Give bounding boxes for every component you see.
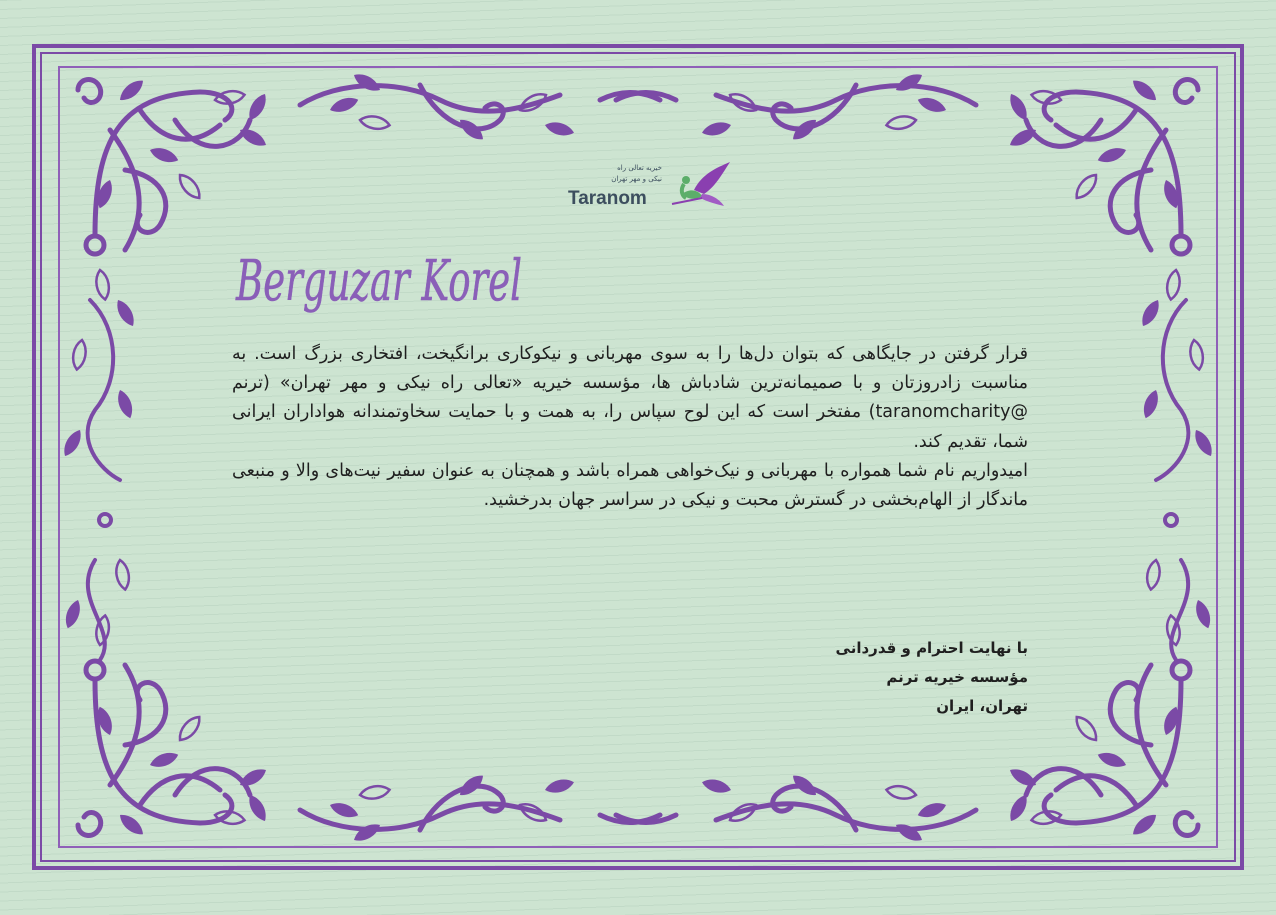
top-swag-right <box>616 70 1031 144</box>
bottom-swag-left <box>245 771 660 845</box>
corner-ornament-bottom-right <box>1007 614 1198 838</box>
bottom-swag-right <box>616 771 1031 845</box>
left-side-vine <box>60 297 138 660</box>
right-side-vine <box>1138 297 1216 660</box>
certificate-body <box>232 340 1028 515</box>
body-paragraph-2: امیدواریم نام شما همواره با مهربانی و نیک‌خواهی همراه باشد و همچنان به عنوان سفیر نیت‌های والا و منبعی ماندگار از الهام‌بخشی در گسترش محبت و نیکی در سراسر جهان بدرخشید. <box>232 460 1028 511</box>
corner-ornament-top-right <box>1007 76 1198 300</box>
top-swag-left <box>245 70 660 144</box>
closing-organization: مؤسسه خیریه ترنم <box>886 668 1028 686</box>
recipient-name: Berguzar Korel <box>235 249 522 314</box>
logo-subtitle-line2: نیکی و مهر تهران <box>611 175 662 183</box>
bird-logo-icon <box>672 160 732 212</box>
recipient-name-signature <box>232 208 532 318</box>
closing-signature-block <box>700 634 1028 721</box>
corner-ornament-bottom-left <box>78 614 269 838</box>
closing-location: تهران، ایران <box>936 697 1028 715</box>
logo-subtitle-line1: خیریه تعالی راه <box>617 164 662 172</box>
body-paragraph-1: قرار گرفتن در جایگاهی که بتوان دل‌ها را به سوی مهربانی و نیکوکاری برانگیخت، افتخاری بزرگ است. به مناسبت زادروزتان و با صمیمانه‌ترین شادباش ها، مؤسسه خیریه «تعالی راه نیکی و مهر تهران» (ترنم @taranomcharity) مفتخر است که این لوح سپاس را، به همت و با حمایت سخاوتمندانه هواداران ایرانی شما، تقدیم کند. <box>232 344 1028 452</box>
taranom-logo <box>560 158 750 216</box>
closing-regards: با نهایت احترام و قدردانی <box>835 639 1028 657</box>
logo-brand-name: Taranom <box>568 188 647 209</box>
